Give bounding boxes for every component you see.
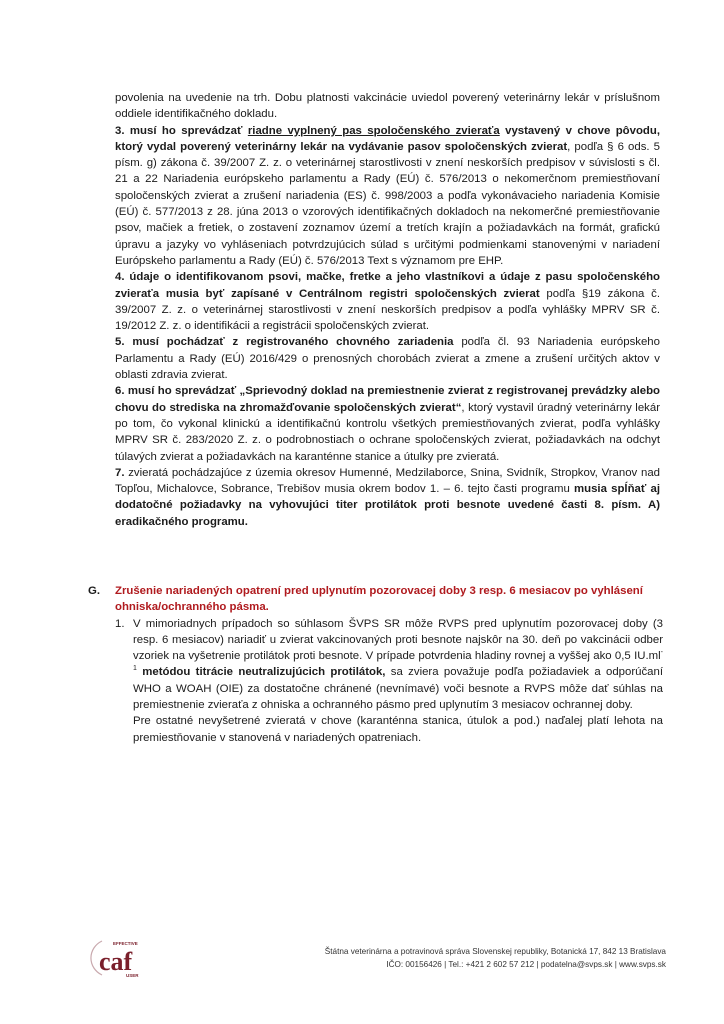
item-1-bold: metódou titrácie neutralizujúcich protilátok, (136, 666, 386, 679)
item-7-num: 7. (115, 466, 125, 479)
item-4-text: podľa §19 zákona č. 39/2007 Z. z. o veterinárnej starostlivosti v znení neskorších predpisov a podľa vyhlášky MPRV SR č. 19/2012 Z. z. o identifikácii a registrácii spoločenských zvierat. (115, 287, 660, 333)
section-g-letter: G. (88, 585, 101, 597)
section-g-body (115, 616, 663, 746)
item-5-bold: 5. musí pochádzať z registrovaného chovného zariadenia (115, 336, 454, 349)
item-6-text: , ktorý vystavil úradný veterinárny lekár po tom, čo vykonal klinickú a identifikačnú kontrolu všetkých premiestňovaných zvierat, podľa vyhlášky MPRV SR č. 283/2020 Z. z. o podrobnostiach o ochrane spoločenských zvierat, požiadavkách na odchyt túlavých zvierat a požiadavkách na karanténne stanice a útulky pre zvieratá. (115, 401, 660, 463)
item-1-superscript: -1 (133, 649, 663, 673)
item-3-prefix: 3. musí ho sprevádzať (115, 124, 248, 137)
item-4 (115, 269, 660, 334)
item-3-text: , podľa § 6 ods. 5 písm. g) zákona č. 39/2007 Z. z. o veterinárnej starostlivosti v znení neskorších predpisov v súvislosti s čl. 21 a 22 Nariadenia európskeho parlamentu a Rady (EÚ) č. 576/2013 o nekomerčnom premiestňovaní spoločenských zvierat a zrušení nariadenia (ES) č. 998/2003 a podľa vykonávacieho nariadenia Komisie (EÚ) č. 577/2013 z 28. júna 2013 o vzorových identifikačných dokladoch na nekomerčné premiestňovanie psov, mačiek a fretiek, o zostavení zoznamov území a tretích krajín a požiadavkách na formát, grafickú úpravu a jazyky vo vyhláseniach potvrdzujúcich súlad s určitými podmienkami stanovenými v nariadení Európskeho parlamentu a Rady (EÚ) č. 576/2013 Text s významom pre EHP. (115, 140, 660, 267)
caf-logo (86, 937, 144, 979)
section-g-heading (88, 583, 663, 616)
svg-text:caf: caf (99, 947, 133, 976)
item-5-text: podľa čl. 93 Nariadenia európskeho Parlamentu a Rady (EÚ) 2016/429 o prenosných chorobách zvierat a zmene a zrušení určitých aktov v oblasti zdravia zvierat. (115, 336, 660, 382)
item-6 (115, 383, 660, 464)
section-g-follow-text: Pre ostatné nevyšetrené zvieratá v chove (karanténna stanica, útulok a pod.) naďalej platí lehota na premiestňovanie v stanovená v nariadených opatreniach. (133, 715, 663, 744)
footer-contact (325, 945, 666, 971)
item-4-bold: 4. údaje o identifikovanom psovi, mačke, fretke a jeho vlastníkovi a údaje z pasu spoločenského zvieraťa musia byť zapísané v Centrálnom registri spoločenských zvierat (115, 271, 660, 300)
item-7 (115, 465, 660, 530)
section-g (88, 583, 663, 746)
item-7-text: zvieratá pochádzajúce z územia okresov Humenné, Medzilaborce, Snina, Svidník, Stropkov, Vranov nad Topľou, Michalovce, Sobrance, Trebišov musia okrem bodov 1. – 6. tejto časti programu (115, 466, 660, 496)
item-6-bold: 6. musí ho sprevádzať „Sprievodný doklad na premiestnenie zvierat z registrovanej prevádzky alebo chovu do strediska na zhromažďovanie spoločenských zvierat“ (115, 385, 660, 414)
section-g-item-1-text (133, 616, 663, 714)
section-g-item-1 (115, 616, 663, 714)
footer-address: Štátna veterinárna a potravinová správa Slovenskej republiky, Botanická 17, 842 13 Bratislava (324, 947, 666, 956)
intro-paragraph: povolenia na uvedenie na trh. Dobu platnosti vakcinácie uviedol poverený veterinárny lekár v príslušnom oddiele identifikačného dokladu. (115, 92, 660, 121)
caf-logo-icon (86, 937, 144, 979)
section-g-item-1-num: 1. (115, 617, 125, 630)
item-5 (115, 334, 660, 383)
svg-text:EFFECTIVE: EFFECTIVE (113, 941, 138, 946)
section-g-title: Zrušenie nariadených opatrení pred uplynutím pozorovacej doby 3 resp. 6 mesiacov po vyhlásení ohniska/ochranného pásma. (115, 585, 643, 614)
svg-text:USER: USER (126, 973, 139, 978)
item-7-bold: musia spĺňať aj dodatočné požiadavky na vyhovujúci titer protilátok proti besnote uvedené časti 8. písm. A) eradikačného programu. (115, 483, 660, 528)
item-3-bold: vystavený v chove pôvodu, ktorý vydal poverený veterinárny lekár na vydávanie pasov spoločenských zvierat (115, 124, 660, 153)
item-1-text-a: V mimoriadnych prípadoch so súhlasom ŠVPS SR môže RVPS pred uplynutím pozorovacej doby (3 resp. 6 mesiacov) nariadiť u zvierat vakcinovaných proti besnote najskôr na 30. deň po vakcinácii odber vzoriek na vyšetrenie protilátok proti besnote. V prípade potvrdenia hladiny rovnej a vyššej ako 0,5 IU.ml (133, 617, 663, 663)
item-1-text-b: sa zviera považuje podľa požiadaviek a odporúčaní WHO a WOAH (OIE) za dostatočne chránené (nevnímavé) voči besnote a RVPS môže dať súhlas na premiestnenie zvieraťa z ohniska a ochranného pásmo pred uplynutím 3 mesiacov ochrannej doby. (133, 666, 663, 712)
item-3-underlined: riadne vyplnený pas spoločenského zvieraťa (247, 124, 500, 137)
item-3 (115, 123, 660, 270)
document-body (115, 90, 660, 530)
footer-contact-line: IČO: 00156426 | Tel.: +421 2 602 57 212 | podatelna@svps.sk | www.svps.sk (386, 960, 666, 969)
